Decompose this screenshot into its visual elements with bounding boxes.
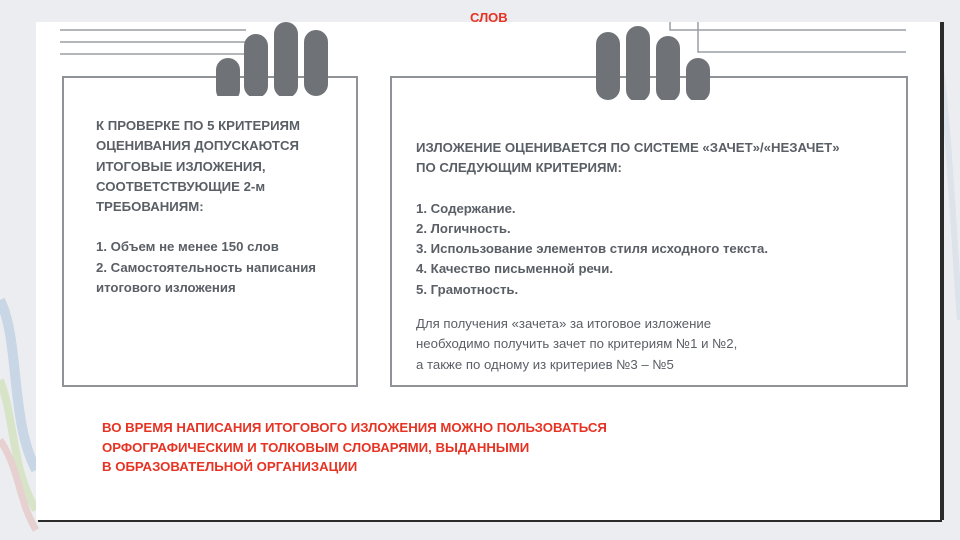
requirement-item: 1. Объем не менее 150 слов [96,239,279,255]
left-heading-line: ТРЕБОВАНИЯМ: [96,199,204,215]
left-heading-line: ИТОГОВЫЕ ИЗЛОЖЕНИЯ, [96,158,266,174]
requirement-item: 2. Самостоятельность написания [96,259,316,275]
right-heading-line: ИЗЛОЖЕНИЕ ОЦЕНИВАЕТСЯ ПО СИСТЕМЕ «ЗАЧЕТ»/«НЕЗАЧЕТ» [416,140,840,155]
notice-line: ОРФОГРАФИЧЕСКИМ И ТОЛКОВЫМ СЛОВАРЯМИ, ВЫДАННЫМИ [102,439,530,455]
criterion-item: 3. Использование элементов стиля исходного текста. [416,241,768,257]
left-heading-line: СООТВЕТСТВУЮЩИЕ 2-м [96,178,266,194]
hand-icon [216,22,336,96]
header-rules [36,22,940,82]
grading-note [416,314,896,375]
slide [36,10,940,520]
note-line: Для получения «зачета» за итоговое изложение [416,316,712,331]
criterion-item: 2. Логичность. [416,220,511,236]
notice-line: ВО ВРЕМЯ НАПИСАНИЯ ИТОГОВОГО ИЗЛОЖЕНИЯ МОЖНО ПОЛЬЗОВАТЬСЯ [102,420,607,435]
top-heading-fragment: СЛОВ [470,10,508,25]
left-heading-line: К ПРОВЕРКЕ ПО 5 КРИТЕРИЯМ [96,118,301,133]
criterion-item: 5. Грамотность. [416,281,519,297]
right-panel-text [416,138,896,300]
slide-edge [940,22,944,520]
right-heading-line: ПО СЛЕДУЮЩИМ КРИТЕРИЯМ: [416,160,622,176]
hand-icon [596,26,716,100]
requirement-item: итогового изложения [96,280,236,296]
notice-line: В ОБРАЗОВАТЕЛЬНОЙ ОРГАНИЗАЦИИ [102,459,358,474]
note-line: а также по одному из критериев №3 – №5 [416,356,674,372]
criterion-item: 4. Качество письменной речи. [416,261,613,277]
note-line: необходимо получить зачет по критериям №1 и №2, [416,336,738,352]
dictionary-notice [102,418,702,477]
right-panel [390,76,908,387]
left-heading-line: ОЦЕНИВАНИЯ ДОПУСКАЮТСЯ [96,138,299,154]
criterion-item: 1. Содержание. [416,200,516,216]
left-panel-text [96,116,356,298]
